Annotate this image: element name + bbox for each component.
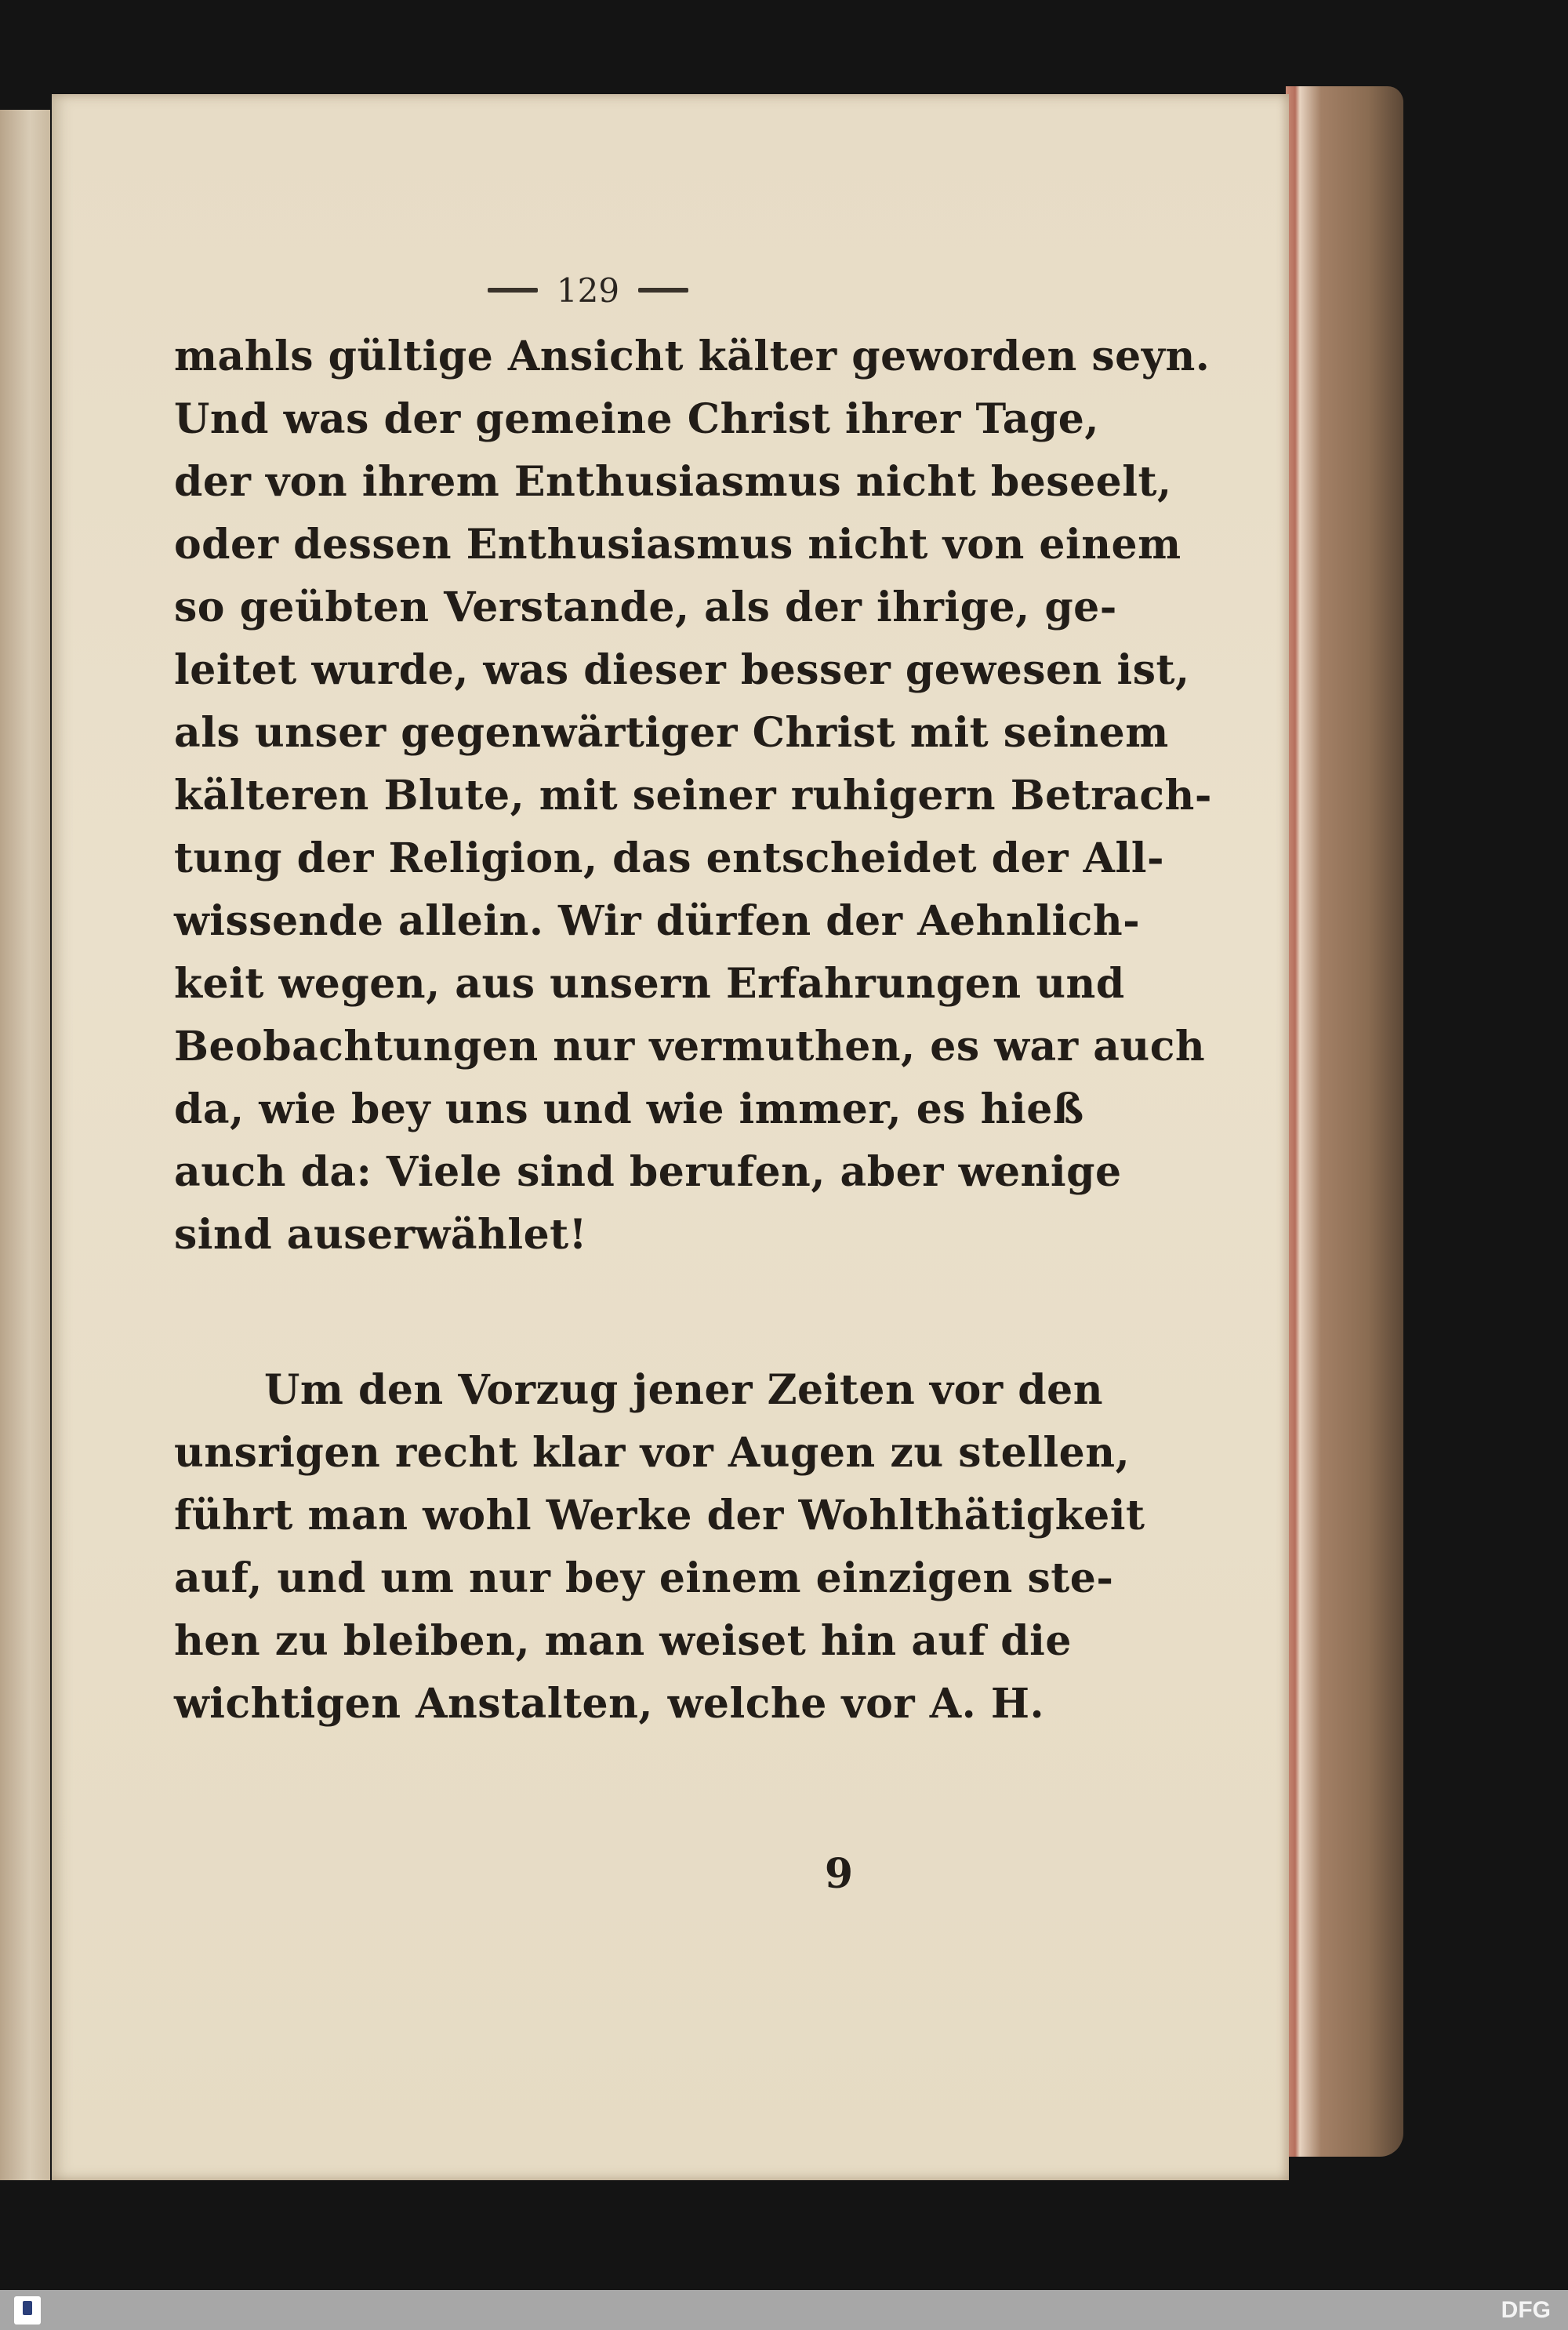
- text-line: auch da: Viele sind berufen, aber wenige: [174, 1148, 1122, 1196]
- text-line: so geübten Verstande, als der ihrige, ge-: [174, 583, 1117, 631]
- library-logo-icon: [14, 2296, 41, 2325]
- book-edge: [1286, 86, 1403, 2157]
- text-line: keit wegen, aus unsern Erfahrungen und: [174, 960, 1125, 1008]
- facing-page-edge: [0, 110, 50, 2180]
- text-line: hen zu bleiben, man weiset hin auf die: [174, 1617, 1072, 1665]
- body-text: [174, 325, 1212, 1736]
- text-line: leitet wurde, was dieser besser gewesen ist,: [174, 646, 1190, 694]
- text-line: wichtigen Anstalten, welche vor A. H.: [174, 1680, 1045, 1728]
- paragraph-gap: [174, 1267, 1005, 1359]
- text-line: mahls gültige Ansicht kälter geworden seyn.: [174, 333, 1210, 380]
- page-number-text: 129: [556, 271, 620, 310]
- text-line: kälteren Blute, mit seiner ruhigern Betrach-: [174, 772, 1212, 820]
- dfg-logo: DFG: [1501, 2297, 1551, 2323]
- text-line: als unser gegenwärtiger Christ mit seinem: [174, 709, 1169, 757]
- ornament-dash-left: [488, 288, 538, 293]
- text-line: tung der Religion, das entscheidet der All-: [174, 834, 1165, 882]
- text-line: der von ihrem Enthusiasmus nicht beseelt,: [174, 458, 1172, 506]
- text-line: da, wie bey uns und wie immer, es hieß: [174, 1085, 1084, 1133]
- text-line: Und was der gemeine Christ ihrer Tage,: [174, 395, 1099, 443]
- signature-mark: 9: [824, 1850, 854, 1898]
- ornament-dash-right: [638, 288, 688, 293]
- text-line: sind auserwählet!: [174, 1211, 588, 1259]
- viewer-footer: [0, 2290, 1568, 2330]
- text-line: unsrigen recht klar vor Augen zu stellen,: [174, 1429, 1131, 1477]
- page-number: [455, 267, 721, 314]
- text-line: Um den Vorzug jener Zeiten vor den: [264, 1366, 1104, 1414]
- text-line: auf, und um nur bey einem einzigen ste-: [174, 1554, 1114, 1602]
- text-line: Beobachtungen nur vermuthen, es war auch: [174, 1023, 1206, 1070]
- text-line: wissende allein. Wir dürfen der Aehnlich-: [174, 897, 1141, 945]
- text-line: führt man wohl Werke der Wohlthätigkeit: [174, 1492, 1145, 1539]
- text-line: oder dessen Enthusiasmus nicht von einem: [174, 521, 1181, 569]
